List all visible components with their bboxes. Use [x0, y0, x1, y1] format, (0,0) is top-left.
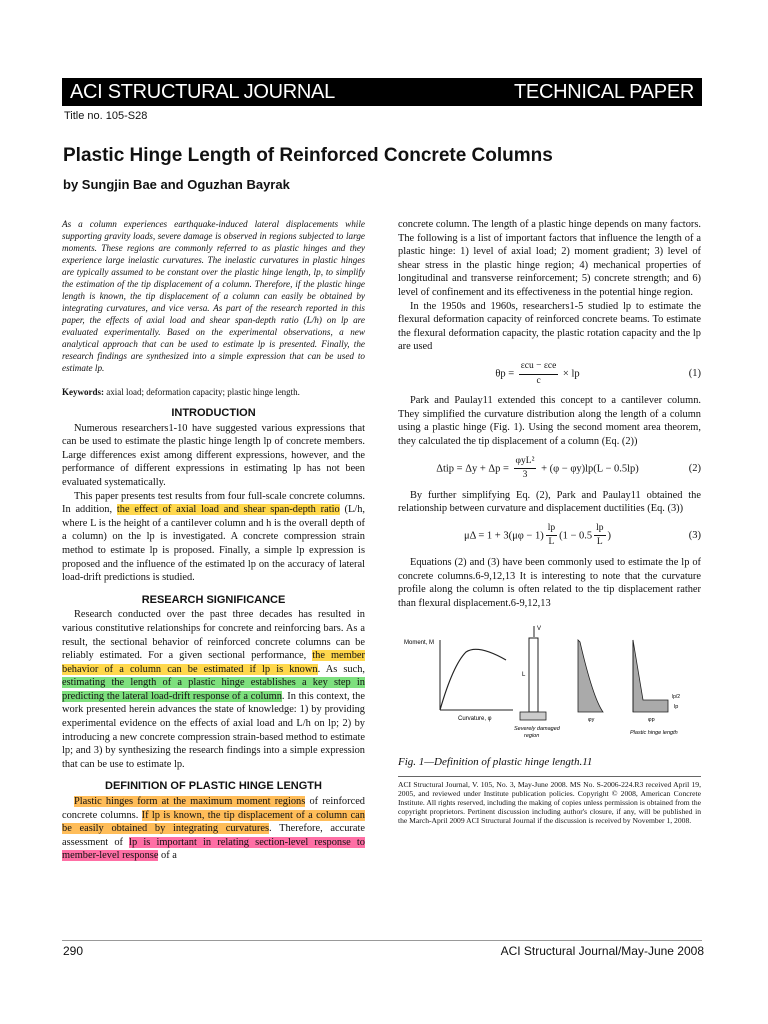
cantilever-column: [529, 638, 538, 712]
figure-caption: Fig. 1—Definition of plastic hinge length.11: [398, 756, 593, 769]
lp-label: lp: [674, 704, 679, 711]
highlight-max-moment: Plastic hinges form at the maximum moment regions: [74, 796, 306, 808]
phi-p-label: φp: [648, 717, 655, 724]
damaged-label-line1: Severely damaged: [514, 726, 560, 733]
eq3-fraction-1: [546, 522, 557, 550]
phi-y-label: φy: [588, 717, 595, 724]
right-paragraph-1: concrete column. The length of a plastic hinge depends on many factors. The following is a list of important factors that influence the length of a plastic hinge: 1) level of axial load; 2) moment gradient; 3) level of shear stress in the plastic hinge region; 4) mechanical properties of longitudinal and transverse reinforcement; 5) concrete strength; and 6) level of confinement and its effectiveness in the potential hinge region.: [398, 219, 701, 298]
damaged-label-line2: region: [524, 733, 540, 740]
highlight-tip-displacement: If lp is known, the tip displacement of a column can be easily obtained by integrating curvatures: [62, 809, 365, 835]
eq2-fraction: [514, 455, 537, 483]
figure-1-diagram: [398, 620, 701, 748]
eq3-end: ): [607, 530, 612, 542]
highlight-axial-load: the effect of axial load and shear span-depth ratio: [116, 504, 340, 516]
curvature-label: Curvature, φ: [458, 716, 492, 723]
keywords-label: Keywords:: [62, 387, 104, 397]
highlight-section-level: lp is important in relating section-level response to member-level response: [62, 836, 365, 862]
curvature-distribution-idealized: [633, 640, 668, 712]
half-lp-label: lp/2: [672, 694, 681, 701]
l-label: L: [522, 672, 526, 679]
footer-rule: [62, 940, 702, 941]
column-footing: [520, 712, 546, 720]
highlight-key-step: estimating the length of a plastic hinge establishes a key step in predicting the lateral load-drift response of a column: [62, 677, 365, 702]
eq3-f1-num: lp: [546, 522, 557, 537]
eq2-rhs: + (φ − φy)lp(L − 0.5lp): [538, 463, 639, 474]
title-number: Title no. 105-S28: [64, 110, 148, 122]
equation-number-3: (3): [688, 530, 701, 542]
journal-header-bar: [62, 78, 702, 106]
eq3-f2-den: L: [596, 537, 603, 548]
right-paragraph-5: Equations (2) and (3) have been commonly used to estimate the lp of concrete columns.6-9,12,13 It is interesting to note that the curvature profile along the column is often related to the tip displacement rather than flexural displacement.6-9,12,13: [398, 557, 701, 609]
significance-text-b: . As such,: [317, 663, 365, 675]
definition-text-a: of reinforced concrete columns.: [62, 796, 366, 821]
moment-label: Moment, M: [404, 640, 435, 647]
eq1-lhs: θp =: [495, 368, 517, 380]
keywords-text: axial load; deformation capacity; plastic hinge length.: [106, 387, 300, 397]
paper-title: Plastic Hinge Length of Reinforced Concrete Columns: [63, 145, 553, 166]
research-significance-heading: RESEARCH SIGNIFICANCE: [141, 593, 286, 606]
equation-number-1: (1): [688, 368, 701, 380]
eq1-fraction: [519, 360, 559, 388]
eq1-denominator: c: [536, 375, 541, 386]
significance-text-a: Research conducted over the past three decades has resulted in various constitutive relationships for concrete and reinforcing bars. As a result, the sectional behavior of reinforced concrete columns can be reliably estimated. For a given sectional performance,: [62, 609, 365, 662]
footer-journal: ACI Structural Journal/May-June 2008: [500, 944, 704, 958]
v-label: V: [537, 626, 542, 633]
right-paragraph-2: In the 1950s and 1960s, researchers1-5 studied lp to estimate the flexural deformation capacity of reinforced concrete beams. To estimate the flexural deformation capacity, the plastic rotation capacity and the lp are used: [398, 300, 701, 353]
eq3-fraction-2: [594, 522, 605, 550]
definition-text-b: . Therefore, accurate assessment of: [62, 823, 365, 848]
authors: by Sungjin Bae and Oguzhan Bayrak: [63, 177, 290, 192]
keywords: [62, 386, 365, 398]
curvature-distribution-actual: [578, 640, 603, 712]
intro-paragraph-2: [62, 490, 365, 585]
publication-footnote: ACI Structural Journal, V. 105, No. 3, May-June 2008. MS No. S-2006-224.R3 received April 19, 2005, and reviewed under Institute publication policies. Copyright © 2008, American Concrete Institute. All rights reserved, including the making of copies unless permission is obtained from the copyright proprietors. Pertinent discussion including author's closure, if any, will be published in the March-April 2009 ACI Structural Journal if the discussion is received by November 1, 2008.: [398, 776, 701, 826]
introduction-heading: INTRODUCTION: [171, 407, 256, 419]
abstract: As a column experiences earthquake-induced lateral displacements while supporting gravity loads, severe damage is observed in regions subjected to large moments. These regions are commonly referred to as plastic hinges and they experience large inelastic curvatures. The inelastic curvatures in plastic hinges are typically assumed to be constant over the plastic hinge length, lp, to simplify the estimation of the tip displacement of a column. Therefore, if the plastic hinge length is known, the tip displacement of a column can easily be obtained by integrating curvatures, and vice versa. As part of the research reported in this paper, the effects of axial load and shear span-depth ratio (L/h) on lp are evaluated experimentally. Based on the experimental observations, a new analytical approach that can be used to estimate lp is presented. Finally, the research findings are synthesized into a simple expression that can be used to estimate lp.: [62, 219, 365, 373]
eq2-numerator: φyL²: [514, 455, 537, 470]
hinge-length-label: Plastic hinge length: [630, 730, 678, 737]
moment-curvature-curve: [440, 650, 506, 711]
eq3-f1-den: L: [548, 537, 555, 548]
eq2-lhs: Δtip = Δy + Δp =: [436, 463, 512, 474]
intro-text-b: (L/h, where L is the height of a cantilever column and h is the overall depth of a column) on the lp is investigated. A concrete compression strain method to estimate lp is proposed. Finally, a simple lp expression is proposed and the influence of the estimated lp on the accuracy of lateral load-drift predictions is studied.: [62, 504, 365, 584]
definition-heading: DEFINITION OF PLASTIC HINGE LENGTH: [105, 780, 322, 793]
eq2-denominator: 3: [522, 470, 528, 481]
equation-3: [398, 522, 701, 550]
intro-text-a: This paper presents test results from four full-scale concrete columns. In addition,: [62, 490, 365, 516]
significance-text-c: . In this context, the work presented herein advances the state of knowledge: 1) by providing experimental evidence on the effects of axial load and L/h on lp; 2) by introducing a new concrete compression strain-based method to estimate lp; and 3) by synthesizing the research findings into a simple expression that can be use to estimate lp.: [62, 690, 365, 770]
right-paragraph-3: Park and Paulay11 extended this concept to a cantilever column. They simplified the curvature distribution along the length of a column using a plastic hinge (Fig. 1). Using the second moment area theorem, they calculated the tip displacement of a column (Eq. (2)): [398, 395, 701, 447]
eq1-numerator: εcu − εce: [519, 360, 559, 375]
equation-number-2: (2): [688, 462, 701, 474]
eq3-mid: (1 − 0.5: [559, 530, 593, 542]
left-column: [62, 218, 365, 863]
equation-2: [398, 455, 701, 483]
right-paragraph-4: By further simplifying Eq. (2), Park and Paulay11 obtained the relationship between curvature and displacement ductilities (Eq. (3)): [398, 489, 701, 515]
definition-text-c: of a: [158, 850, 177, 862]
eq3-f2-num: lp: [594, 522, 605, 537]
page-number: 290: [63, 944, 84, 958]
definition-paragraph: [62, 795, 365, 863]
right-column: [398, 218, 701, 826]
eq1-rhs: × lp: [560, 368, 580, 380]
highlight-member-behavior: the member behavior of a column can be estimated if lp is known: [62, 650, 365, 675]
journal-name: ACI STRUCTURAL JOURNAL: [70, 80, 335, 103]
intro-paragraph-1: Numerous researchers1-10 have suggested various expressions that can be used to estimate the plastic hinge length lp of concrete members. Large differences exist among different expressions, however, and the performance of different expressions in estimating lp has not been evaluated systematically.: [62, 422, 365, 488]
paper-type: TECHNICAL PAPER: [514, 80, 694, 103]
equation-1: [398, 360, 701, 388]
eq3-lhs: μΔ = 1 + 3(μφ − 1): [463, 530, 544, 542]
significance-paragraph: [62, 608, 365, 771]
